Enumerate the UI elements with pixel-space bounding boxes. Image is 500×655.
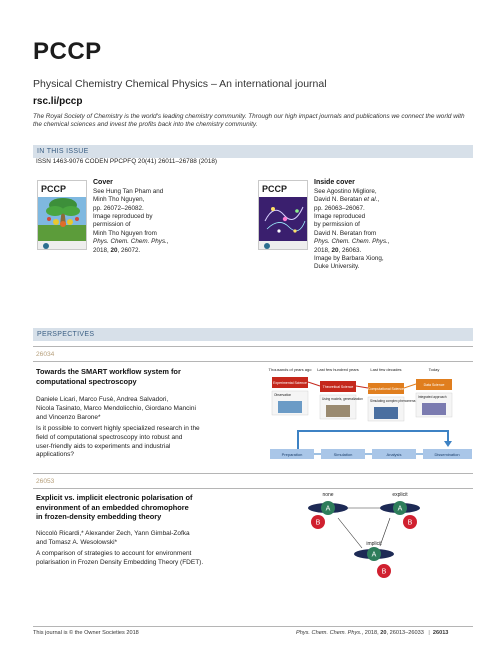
svg-text:A: A (371, 551, 377, 559)
article-title[interactable]: Explicit vs. implicit electronic polarisation of environment of an embedded chromophore in frozen-density embedding theory (36, 493, 193, 522)
perspectives-band: PERSPECTIVES (33, 328, 473, 341)
era-label: Thousands of years ago (268, 367, 312, 372)
svg-text:A: A (397, 505, 403, 513)
era-label: Last few hundred years (317, 367, 359, 372)
footer-page-number: 26013 (432, 630, 449, 636)
era-illustration (278, 401, 302, 413)
era-bullet: Integrated approach (418, 395, 447, 399)
inside-cover-masthead: PCCP (262, 184, 288, 194)
inside-cover-image (258, 180, 308, 250)
article-page-number: 26034 (36, 351, 55, 358)
stage-label: Analysis (386, 452, 402, 457)
article-authors: Niccolò Ricardi,* Alexander Zech, Yann Gimbal-Zofka and Tomasz A. Wesolowski* (36, 530, 190, 546)
in-this-issue-band: IN THIS ISSUE (33, 145, 473, 158)
label-none: none (322, 492, 334, 498)
svg-text:B: B (381, 568, 387, 576)
polarisation-figure (296, 488, 446, 584)
journal-title: PCCP (33, 38, 102, 65)
article-page-number: 26053 (36, 478, 55, 485)
era-illustration (326, 405, 350, 417)
article-authors: Daniele Licari, Marco Fusè, Andrea Salvadori, Nicola Tasinato, Marco Mendolicchio, Giordano Mancini and Vincenzo Barone* (36, 396, 196, 421)
era-label: Today (428, 367, 440, 372)
workflow-figure (268, 365, 474, 465)
cover-heading: Cover (93, 179, 113, 186)
svg-text:A: A (325, 505, 331, 513)
era-label: Last few decades (370, 367, 402, 372)
stage-label: Preparation (281, 452, 303, 457)
divider (33, 473, 473, 474)
label-explicit: explicit (392, 492, 408, 498)
svg-text:B: B (315, 519, 321, 527)
article-title[interactable]: Towards the SMART workflow system for computational spectroscopy (36, 367, 181, 386)
connector (380, 518, 390, 546)
stage-label: Simulation (333, 452, 353, 457)
connector (338, 518, 362, 548)
article-abstract: A comparison of strategies to account for environment polarisation in Frozen Density Embedding Theory (FDET). (36, 550, 204, 566)
divider (33, 346, 473, 347)
era-bullet: Using models, generalization (322, 397, 363, 401)
science-label: Data Science (423, 383, 445, 387)
inside-cover-caption: See Agostino Migliore, David N. Beratan et al., pp. 26063–26067. Image reproduced by permission of David N. Beratan from Phys. Chem. Chem. Phys., 2018, 20, 26063. Image by Barbara Xiong, Duke University. (314, 188, 390, 271)
era-bullet: Observation (274, 393, 292, 397)
divider (33, 361, 473, 362)
journal-subtitle: Physical Chemistry Chemical Physics – An international journal (33, 78, 327, 90)
cover-caption: See Hung Tan Pham and Minh Tho Nguyen, pp. 26072–26082. Image reproduced by permission of Minh Tho Nguyen from Phys. Chem. Chem. Phys., 2018, 20, 26072. (93, 188, 169, 254)
footer-citation: Phys. Chem. Chem. Phys., 2018, 20, 26013–26033 | 26013 (296, 630, 449, 636)
intro-paragraph: The Royal Society of Chemistry is the world's leading chemistry community. Through our high impact journals and publications we connect the world with the chemical sciences and invest the profits back into the chemistry community. (33, 113, 465, 129)
science-label: Experimental Science (273, 381, 307, 385)
label-implicit: implicit (366, 541, 382, 547)
era-illustration (374, 407, 398, 419)
svg-text:B: B (407, 519, 413, 527)
article-abstract: Is it possible to convert highly specialized research in the field of computational spectroscopy into robust and user-friendly aids to experiments and industrial applications? (36, 425, 200, 459)
stage-label: Dissemination (434, 452, 460, 457)
cover-image (37, 180, 87, 250)
science-label: Computational Science (368, 387, 404, 391)
footer-rule (33, 626, 473, 627)
cover-masthead: PCCP (41, 184, 67, 194)
journal-url[interactable]: rsc.li/pccp (33, 96, 83, 107)
era-illustration (422, 403, 446, 415)
science-label: Theoretical Science (322, 385, 354, 389)
issn-line: ISSN 1463-9076 CODEN PPCPFQ 20(41) 26011–26788 (2018) (36, 158, 218, 165)
footer-left: This journal is © the Owner Societies 2018 (33, 630, 139, 636)
inside-cover-heading: Inside cover (314, 179, 355, 186)
era-bullet: Simulating complex phenomena (370, 399, 416, 403)
